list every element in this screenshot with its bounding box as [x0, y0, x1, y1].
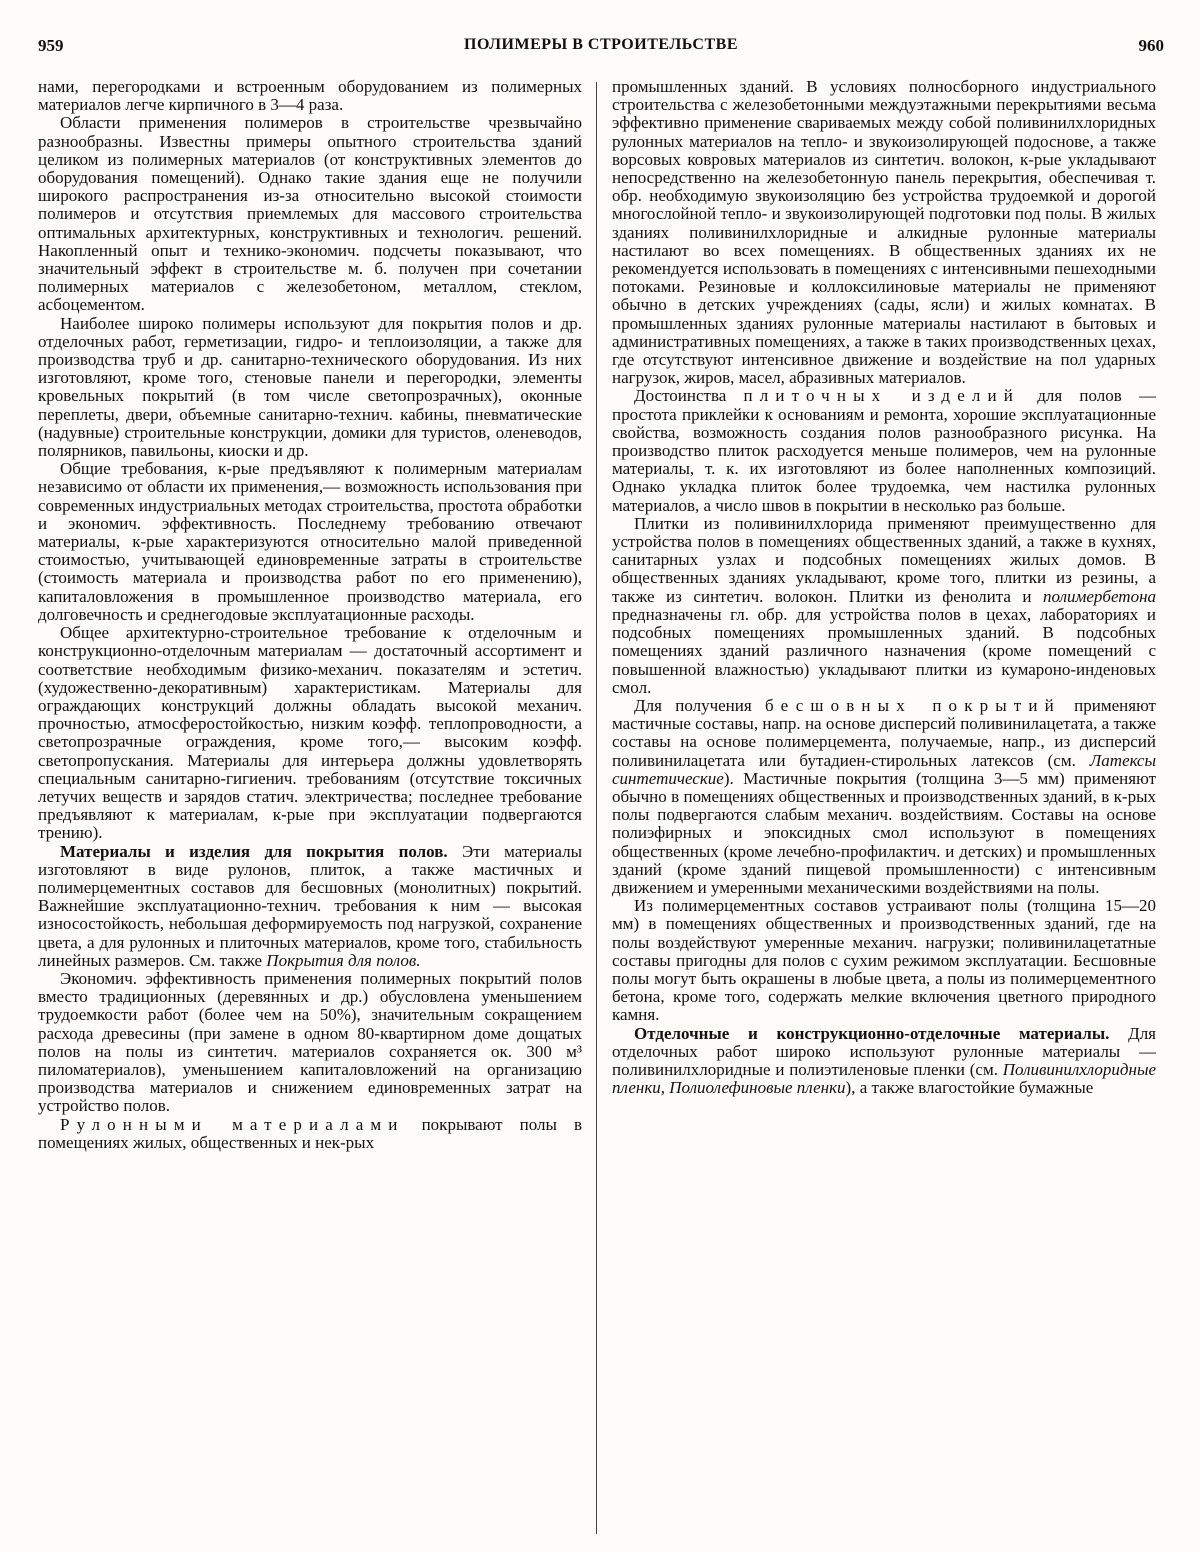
paragraph [612, 697, 1156, 897]
paragraph: Области применения полимеров в строительстве чрезвычайно разнообразны. Известны примеры опытного строительства зданий целиком из полимерных материалов (от конструктивных элементов до оборудования помещений). Однако такие здания еще не получили широкого распространения из-за относительно высокой стоимости полимеров и отсутствия приемлемых для массового строительства оптимальных архитектурных, конструктивных и технологич. решений. Накопленный опыт и технико-экономич. подсчеты показывают, что значительный эффект в строительстве м. б. получен при сочетании полимерных материалов с железобетоном, металлом, стеклом, асбоцементом. [38, 113, 582, 315]
paragraph: Экономич. эффективность применения полимерных покрытий полов вместо традиционных (деревянных и др.) обусловлена уменьшением трудоемкости работ (более чем на 50%), значительным сокращением расхода древесины (при замене в одном 80-квартирном доме дощатых полов на полы из синтетич. материалов сохраняется ок. 300 м³ пиломатериалов), уменьшением капиталовложений на организацию производства материалов и снижением единовременных затрат на устройство полов. [38, 968, 582, 1116]
left-column [38, 78, 582, 1540]
section-heading: Отделочные и конструкционно-отделочные материалы. [634, 1023, 1110, 1043]
paragraph-text: ). Мастичные покрытия (толщина 3—5 мм) применяют обычно в помещениях общественных и производственных зданий, в к-рых полы подвергаются слабым механич. воздействиям. Составы на основе полиэфирных и эпоксидных смол используют в помещениях общественных (кроме лечебно-профилактич. и детских) и промышленных зданий (кроме зданий пищевой промышленности) с интенсивным движением и умеренными механическими воздействиями на полы. [612, 768, 1156, 897]
section-paragraph-finishing-materials [612, 1025, 1156, 1098]
cross-reference: Поливинилхлоридные пленки, Полиолефиновые пленки [612, 1059, 1156, 1098]
paragraph: Общее архитектурно-строительное требование к отделочным и конструкционно-отделочным материалам — достаточный ассортимент и соответствие необходимым физико-механич. показателям и эстетич. (художественно-декоративным) характеристикам. Материалы для ограждающих конструкций должны обладать высокой механич. прочностью, атмосферостойкостью, низким коэфф. теплопроводности, а светопрозрачные ограждения, кроме того,— высоким коэфф. светопропускания. Материалы для интерьера должны удовлетворять специальным санитарно-гигиенич. требованиям (отсутствие токсичных летучих веществ и зарядов статич. электричества; последнее требование предъявляют к материалам, к-рые при эксплуатации подвергаются трению). [38, 623, 582, 843]
right-column [612, 78, 1156, 1540]
paragraph-text: для полов — простота приклейки к основаниям и ремонта, хорошие эксплуатационные свойства, возможность создания полов разнообразного рисунка. На производство плиток расходуется меньше полимеров, чем на рулонные материалы, т. к. их изготовляют из более наполненных композиций. Однако укладка плиток более трудоемка, чем настилка рулонных материалов, а число швов в покрытии в несколько раз больше. [612, 386, 1156, 515]
paragraph-text: Плитки из поливинилхлорида применяют преимущественно для устройства полов в помещениях общественных зданий, а также в кухнях, санитарных узлах и подсобных помещениях жилых домов. В общественных зданиях укладывают, кроме того, плитки из резины, а также из синтетич. волокон. Плитки из фенолита и [612, 513, 1156, 606]
spaced-term: бесшовных покрытий [765, 695, 1061, 715]
paragraph: нами, перегородками и встроенным оборудованием из полимерных материалов легче кирпичного в 3—4 раза. [38, 78, 582, 115]
paragraph: Общие требования, к-рые предъявляют к полимерным материалам независимо от области их применения,— возможность использования при современных индустриальных методах строительства, простота обработки и экономич. эффективность. Последнему требованию отвечают материалы, к-рые характеризуются относительно малой приведенной стоимостью, учитывающей единовременные затраты в строительстве (стоимость материала и производства работ по его применению), капиталовложения в промышленное производство материала, его долговечность и среднегодовые эксплуатационные расходы. [38, 459, 582, 624]
paragraph [38, 1116, 582, 1152]
paragraph: промышленных зданий. В условиях полносборного индустриального строительства с железобетонными междуэтажными перекрытиями весьма эффективно применение свариваемых между собой поливинилхлоридных рулонных материалов на тепло- и звукоизолирующей подоснове, а также ворсовых ковровых материалов из синтетич. волокон, к-рые укладывают непосредственно на железобетонную панель перекрытия, обеспечивая т. обр. необходимую звукоизоляцию без устройства трудоемкой и дорогой многослойной тепло- и звукоизолирующей подготовки под полы. В жилых зданиях поливинилхлоридные и алкидные рулонные материалы настилают во всех помещениях. В общественных зданиях их не рекомендуется использовать в помещениях с интенсивными пешеходными потоками. Резиновые и коллоксилиновые материалы не применяют обычно в детских учреждениях (сады, ясли) и жилых комнатах. В промышленных зданиях рулонные материалы настилают в бытовых и административных помещениях, а также в таких производственных цехах, где отсутствуют интенсивное движение и воздействие на пол ударных нагрузок, жиров, масел, абразивных материалов. [612, 78, 1156, 388]
page-number-right: 960 [1138, 36, 1164, 55]
paragraph-text: ), а также влагостойкие бумажные [845, 1078, 1094, 1098]
paragraph-text: применяют мастичные составы, напр. на основе дисперсий поливинилацетата, а также составы на основе полимерцемента, получаемые, напр., из дисперсий поливинилацетата или бутадиен-стирольных латексов (см. [612, 695, 1156, 770]
paragraph: Наиболее широко полимеры используют для покрытия полов и др. отделочных работ, герметизации, гидро- и теплоизоляции, а также для производства труб и др. санитарно-технического оборудования. Из них изготовляют, кроме того, стеновые панели и перегородки, элементы кровельных покрытий (в том числе светопрозрачных), оконные переплеты, двери, объемные санитарно-технич. кабины, пневматические (надувные) строительные конструкции, домики для туристов, оленеводов, полярников, павильоны, киоски и др. [38, 313, 582, 461]
page-header [38, 36, 1164, 60]
cross-reference: полимербетона [1043, 586, 1156, 606]
paragraph-text: предназначены гл. обр. для устройства полов в цехах, лабораториях и подсобных помещениях промышленных зданий. В подсобных помещениях зданий различного назначения (кроме помещений с повышенной влажностью) укладывают плитки из кумароно-инденовых смол. [612, 604, 1156, 697]
paragraph [612, 387, 1156, 514]
column-divider [596, 82, 597, 1534]
cross-reference: Покрытия для полов. [266, 950, 421, 970]
paragraph [612, 515, 1156, 697]
paragraph-text: покрывают полы в помещениях жилых, общественных и нек-рых [38, 1114, 582, 1152]
paragraph-text: Достоинства [634, 386, 744, 406]
spaced-term: Рулонными материалами [60, 1114, 405, 1134]
paragraph-text: Для получения [634, 695, 766, 715]
paragraph: Из полимерцементных составов устраивают полы (толщина 15—20 мм) в помещениях общественных и производственных зданий, где на полы воздействуют умеренные механич. нагрузки; поливинилацетатные составы пригодны для полов с сухим режимом эксплуатации. Бесшовные полы могут быть окрашены в любые цвета, а полы из полимерцементного бетона, кроме того, содержать мелкие включения цветного природного камня. [612, 896, 1156, 1025]
paragraph-text: Эти материалы изготовляют в виде рулонов, плиток, а также мастичных и полимерцементных составов для бесшовных (монолитных) покрытий. Важнейшие эксплуатационно-технич. требования к ним — высокая износостойкость, небольшая деформируемость под нагрузкой, сохранение цвета, а для рулонных и плиточных материалов, кроме того, стабильность линейных размеров. См. также [38, 841, 582, 970]
running-head: ПОЛИМЕРЫ В СТРОИТЕЛЬСТВЕ [464, 36, 738, 53]
cross-reference: Латексы синтетические [612, 750, 1156, 788]
spaced-term: плиточных изделий [743, 386, 1021, 406]
section-paragraph-floor-materials [38, 843, 582, 970]
section-heading: Материалы и изделия для покрытия полов. [60, 841, 448, 861]
page-number-left: 959 [38, 36, 64, 55]
paragraph-text: Для отделочных работ широко используют рулонные материалы — поливинилхлоридные и полиэтиленовые пленки (см. [612, 1023, 1156, 1079]
